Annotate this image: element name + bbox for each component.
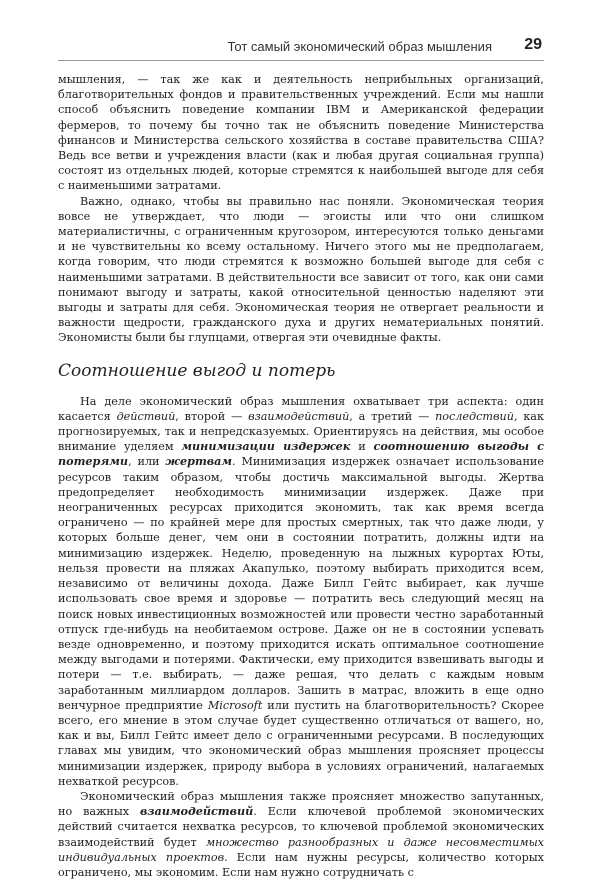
paragraph-2: Важно, однако, чтобы вы правильно нас поняли. Экономическая теория вовсе не утверждает, что люди — эгоисты или что они слишком материалистичны, с ограниченным кругозором, интересуются только деньгами и не чувствительны ко всему остальному. Ничего этого мы не предполагаем, когда говорим, что люди стремятся к возможно большей выгоде для себя с наименьшими затратами. В действительности все зависит от того, как они сами понимают выгоду и затраты, какой относительной ценностью наделяют эти выгоды и затраты для себя. Экономическая теория не отвергает реальности и важности щедрости, гражданского духа и других нематериальных понятий. Экономисты были бы глупцами, отвергая эти очевидные факты. xyxy=(58,194,544,345)
header-title: Тот самый экономический образ мышления xyxy=(227,39,492,54)
page-number: 29 xyxy=(524,36,542,53)
section-heading: Соотношение выгод и потерь xyxy=(58,360,336,381)
paragraph-4: Экономический образ мышления также проясняет множество запутанных, но важных взаимодействий. Если ключевой проблемой экономических действий считается нехватка ресурсов, то ключевой проблемой экономических взаимодействий будет множество разнообразных и даже несовместимых индивидуальных проектов. Если нам нужны ресурсы, количество которых ограничено, мы экономим. Если нам нужно сотрудничать с xyxy=(58,789,545,879)
paragraph-1: мышления, — так же как и деятельность неприбыльных организаций, благотворительных фондов и правительственных учреждений. Если мы нашли способ объяснить поведение компании IBM и Американской федерации фермеров, то почему бы точно так не объяснить поведение Министерства финансов и Министерства сельского хозяйства в составе правительства США? Ведь все ветви и учреждения власти (как и любая другая социальная группа) состоят из отдельных людей, которые стремятся к наибольшей выгоде для себя с наименьшими затратами. xyxy=(58,73,544,193)
page-body xyxy=(58,72,544,880)
paragraph-3: На деле экономический образ мышления охватывает три аспекта: один касается действий, второй — взаимодействий, а третий — последствий, как прогнозируемых, так и непредсказуемых. Ориентируясь на действия, мы особое внимание уделяем минимизации издержек и соотношению выгоды с потерями, или жертвам. Минимизация издержек означает использование ресурсов таким образом, чтобы достичь максимальной выгоды. Жертва предопределяет необходимость минимизации издержек. Даже при неограниченных ресурсах приходится экономить, так как время всегда ограничено — по крайней мере для простых смертных, так что даже люди, у которых больше денег, чем они в состоянии потратить, должны идти на минимизацию издержек. Неделю, проведенную на лыжных курортах Юты, нельзя провести на пляжах Акапулько, поэтому выбирать приходится всем, независимо от величины дохода. Даже Билл Гейтс выбирает, как лучше использовать свое время и здоровье — потратить весь следующий месяц на поиск новых инвестиционных возможностей или провести честно заработанный отпуск где-нибудь на необитаемом острове. Даже он не в состоянии успевать везде одновременно, и поэтому приходится искать оптимальное соотношение между выгодами и потерями. Фактически, ему приходится взвешивать выгоды и потери — т.е. выбирать, — даже решая, что делать с каждым новым заработанным миллиардом долларов. Зашить в матрас, вложить в еще одно венчурное предприятие Microsoft или пустить на благотворительность? Скорее всего, его мнение в этом случае будет существенно отличаться от вашего, но, как и вы, Билл Гейтс имеет дело с ограниченными ресурсами. В последующих главах мы увидим, что экономический образ мышления проясняет процессы минимизации издержек, природу выбора в условиях ограничений, налагаемых нехваткой ресурсов. xyxy=(58,394,545,788)
running-header xyxy=(58,36,544,61)
